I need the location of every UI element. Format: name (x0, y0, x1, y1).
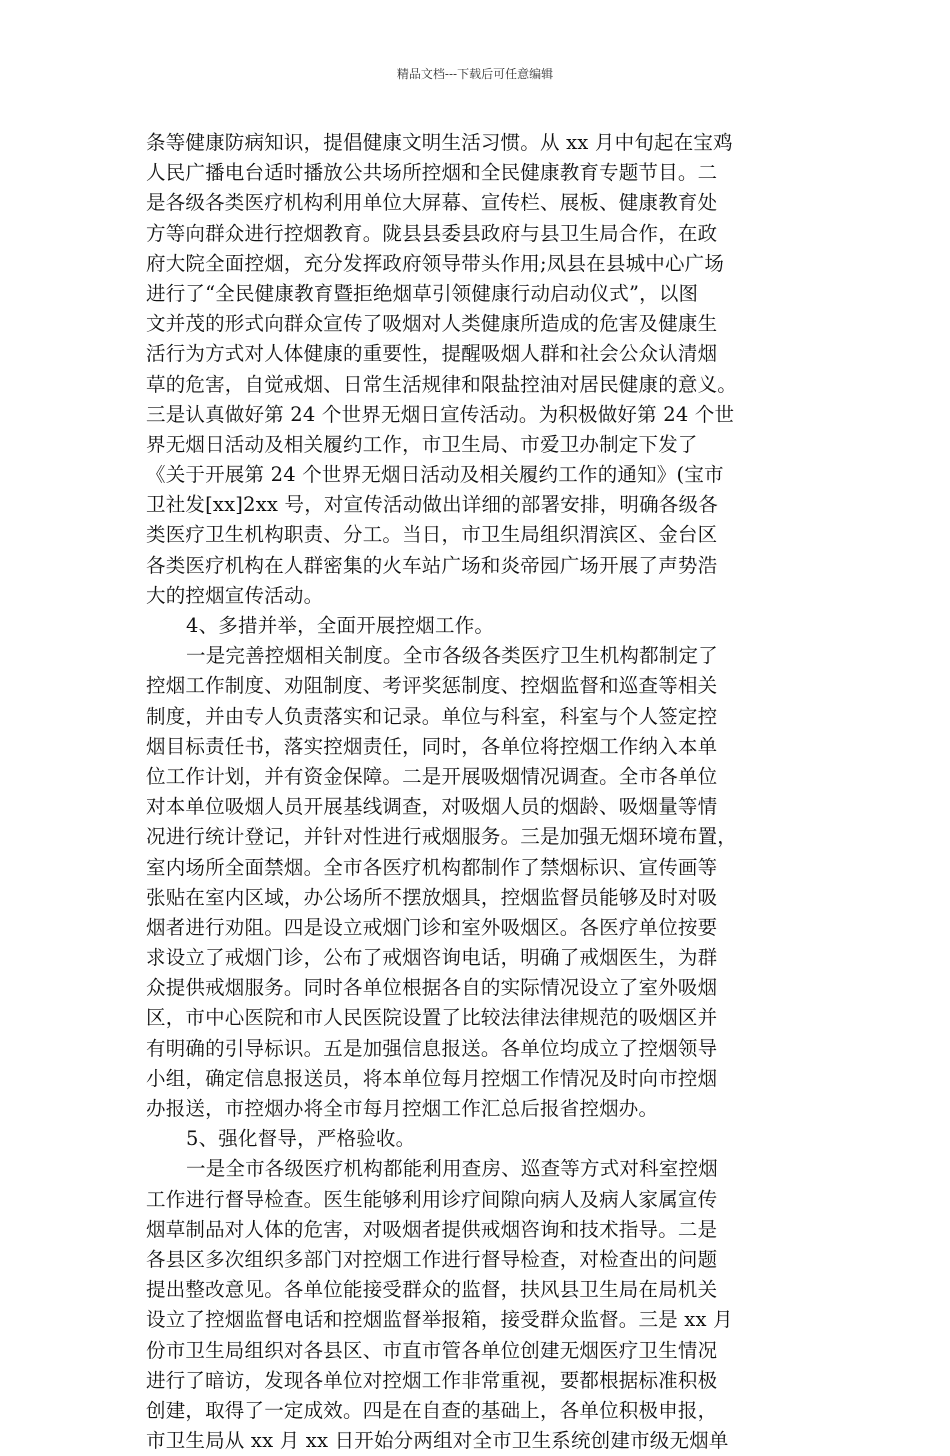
text-line: 位工作计划，并有资金保障。二是开展吸烟情况调查。全市各单位 (146, 764, 718, 788)
text-line: 5、强化督导，严格验收。 (186, 1127, 416, 1151)
text-line: 文并茂的形式向群众宣传了吸烟对人类健康所造成的危害及健康生 (146, 312, 718, 336)
text-line: 工作进行督导检查。医生能够利用诊疗间隙向病人及病人家属宣传 (146, 1187, 718, 1211)
text-line: 类医疗卫生机构职责、分工。当日，市卫生局组织渭滨区、金台区 (146, 523, 718, 547)
text-line: 各县区多次组织多部门对控烟工作进行督导检查，对检查出的问题 (146, 1247, 718, 1271)
text-line: 条等健康防病知识，提倡健康文明生活习惯。从 xx 月中旬起在宝鸡 (146, 131, 733, 154)
text-line: 人民广播电台适时播放公共场所控烟和全民健康教育专题节目。二 (146, 161, 718, 185)
text-line: 府大院全面控烟，充分发挥政府领导带头作用;凤县在县城中心广场 (146, 251, 725, 275)
text-line: 草的危害，自觉戒烟、日常生活规律和限盐控油对居民健康的意义。 (146, 372, 738, 396)
text-line: 况进行统计登记，并针对性进行戒烟服务。三是加强无烟环境布置， (146, 825, 738, 849)
text-line: 份市卫生局组织对各县区、市直市管各单位创建无烟医疗卫生情况 (146, 1338, 718, 1362)
text-line: 活行为方式对人体健康的重要性，提醒吸烟人群和社会公众认清烟 (146, 342, 718, 366)
text-line: 小组，确定信息报送员，将本单位每月控烟工作情况及时向市控烟 (146, 1066, 718, 1090)
text-line: 控烟工作制度、劝阻制度、考评奖惩制度、控烟监督和巡查等相关 (146, 674, 718, 698)
text-line: 区，市中心医院和市人民医院设置了比较法律法律规范的吸烟区并 (146, 1006, 718, 1030)
text-line: 界无烟日活动及相关履约工作，市卫生局、市爱卫办制定下发了 (146, 432, 698, 456)
text-line: 一是完善控烟相关制度。全市各级各类医疗卫生机构都制定了 (186, 644, 718, 668)
text-line: 创建，取得了一定成效。四是在自查的基础上，各单位积极申报， (146, 1398, 718, 1422)
text-line: 卫社发[xx]2xx 号，对宣传活动做出详细的部署安排，明确各级各 (146, 493, 718, 517)
text-line: 求设立了戒烟门诊，公布了戒烟咨询电话，明确了戒烟医生，为群 (146, 946, 718, 970)
text-line: 是各级各类医疗机构利用单位大屏幕、宣传栏、展板、健康教育处 (146, 191, 718, 215)
text-line: 烟目标责任书，落实控烟责任，同时，各单位将控烟工作纳入本单 (146, 734, 718, 758)
text-line: 各类医疗机构在人群密集的火车站广场和炎帝园广场开展了声势浩 (146, 553, 718, 577)
text-line: 对本单位吸烟人员开展基线调查，对吸烟人员的烟龄、吸烟量等情 (146, 795, 718, 819)
text-line: 大的控烟宣传活动。 (146, 583, 324, 607)
text-line: 张贴在室内区域，办公场所不摆放烟具，控烟监督员能够及时对吸 (146, 885, 718, 909)
text-line: 4、多措并举，全面开展控烟工作。 (186, 614, 495, 637)
text-line: 进行了“全民健康教育暨拒绝烟草引领健康行动启动仪式”，以图 (146, 281, 699, 305)
text-line: 市卫生局从 xx 月 xx 日开始分两组对全市卫生系统创建市级无烟单 (146, 1429, 729, 1453)
document-body (146, 128, 816, 1456)
text-line: 设立了控烟监督电话和控烟监督举报箱，接受群众监督。三是 xx 月 (146, 1308, 733, 1332)
text-line: 烟者进行劝阻。四是设立戒烟门诊和室外吸烟区。各医疗单位按要 (146, 915, 718, 939)
text-line: 进行了暗访，发现各单位对控烟工作非常重视，要都根据标准积极 (146, 1368, 718, 1392)
text-line: 一是全市各级医疗机构都能利用查房、巡查等方式对科室控烟 (186, 1157, 718, 1181)
text-line: 有明确的引导标识。五是加强信息报送。各单位均成立了控烟领导 (146, 1036, 718, 1060)
text-line: 《关于开展第 24 个世界无烟日活动及相关履约工作的通知》(宝市 (146, 463, 724, 487)
text-line: 办报送，市控烟办将全市每月控烟工作汇总后报省控烟办。 (146, 1097, 659, 1120)
page-header: 精品文档---下载后可任意编辑 (396, 67, 554, 81)
text-line: 众提供戒烟服务。同时各单位根据各自的实际情况设立了室外吸烟 (146, 976, 718, 1000)
text-line: 方等向群众进行控烟教育。陇县县委县政府与县卫生局合作，在政 (146, 221, 718, 245)
text-line: 制度，并由专人负责落实和记录。单位与科室，科室与个人签定控 (146, 704, 718, 728)
text-line: 室内场所全面禁烟。全市各医疗机构都制作了禁烟标识、宣传画等 (146, 855, 718, 879)
text-line: 烟草制品对人体的危害，对吸烟者提供戒烟咨询和技术指导。二是 (146, 1217, 718, 1241)
text-line: 三是认真做好第 24 个世界无烟日宣传活动。为积极做好第 24 个世 (146, 402, 735, 426)
text-line: 提出整改意见。各单位能接受群众的监督，扶风县卫生局在局机关 (146, 1278, 718, 1302)
